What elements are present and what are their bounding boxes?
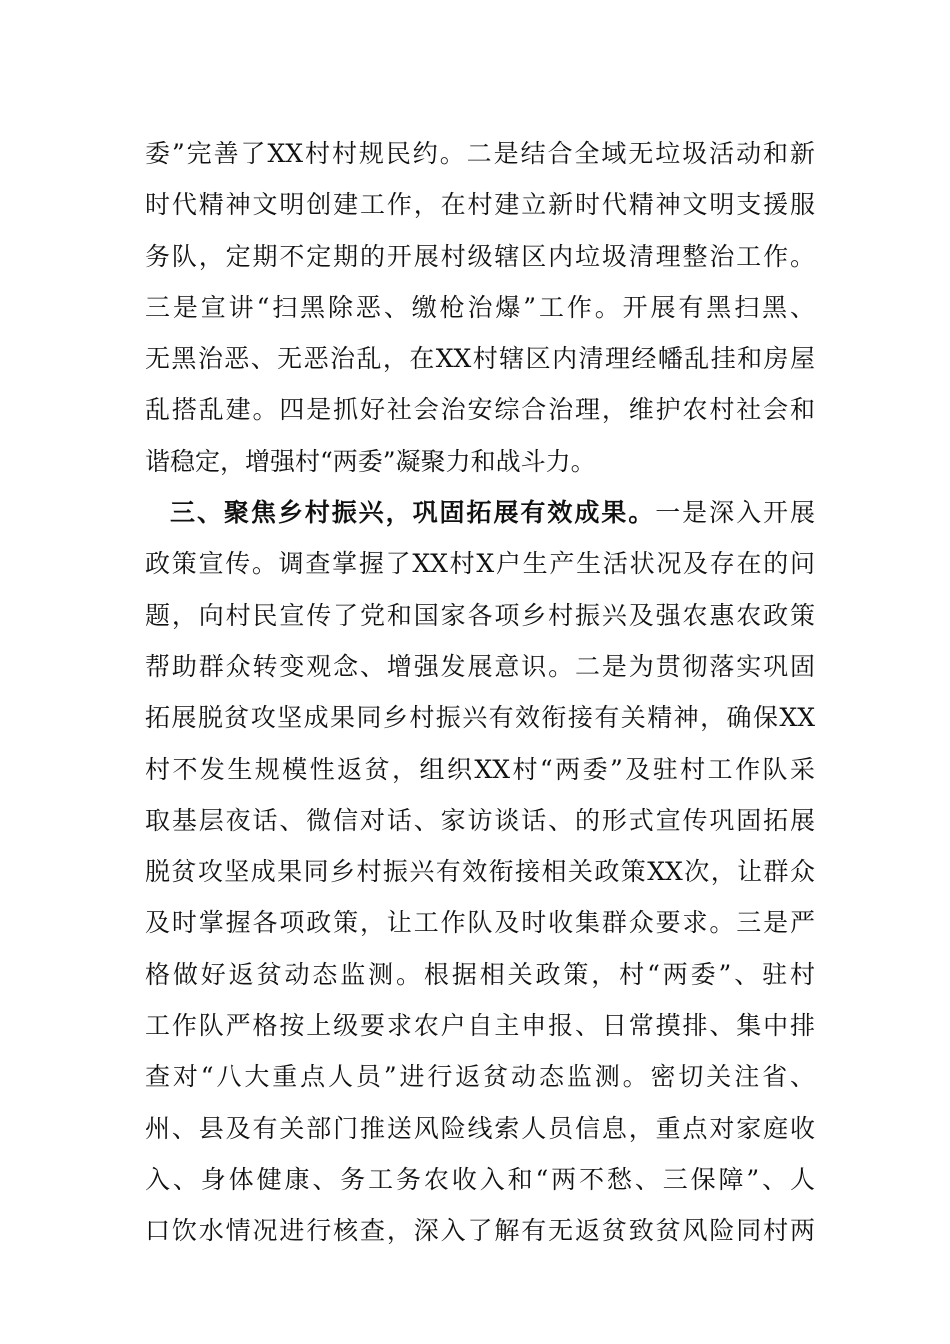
text-line: 取基层夜话、微信对话、家访谈话、的形式宣传巩固拓展 [145,805,815,835]
text-line: 无黑治恶、无恶治乱，在XX村辖区内清理经幡乱挂和房屋 [145,344,815,374]
text-line: 州、县及有关部门推送风险线索人员信息，重点对家庭收 [145,1113,815,1143]
section-heading: 三、聚焦乡村振兴，巩固拓展有效成果。 [170,498,656,528]
text-line: 乱搭乱建。四是抓好社会治安综合治理，维护农村社会和 [145,395,815,425]
paragraph-rural-revitalization [145,487,815,1256]
text-line: 村不发生规模性返贫，组织XX村“两委”及驻村工作队采 [145,754,815,784]
text-line: 政策宣传。调查掌握了XX村X户生产生活状况及存在的问 [145,549,815,579]
text-line: 帮助群众转变观念、增强发展意识。二是为贯彻落实巩固 [145,651,815,681]
text-line: 脱贫攻坚成果同乡村振兴有效衔接相关政策XX次，让群众 [145,857,815,887]
text-line: 题，向村民宣传了党和国家各项乡村振兴及强农惠农政策 [145,600,815,630]
text-line: 三是宣讲“扫黑除恶、缴枪治爆”工作。开展有黑扫黑、 [145,292,815,322]
text-line: 时代精神文明创建工作，在村建立新时代精神文明支援服 [145,190,815,220]
text-line: 工作队严格按上级要求农户自主申报、日常摸排、集中排 [145,1011,815,1041]
paragraph-village-governance [145,128,815,487]
section-first-line [145,487,815,538]
document-body [145,128,815,1257]
text-line: 入、身体健康、务工务农收入和“两不愁、三保障”、人 [145,1164,815,1194]
text-line: 查对“八大重点人员”进行返贫动态监测。密切关注省、 [145,1062,815,1092]
text-line: 谐稳定，增强村“两委”凝聚力和战斗力。 [145,446,596,476]
text-line: 委”完善了XX村村规民约。二是结合全域无垃圾活动和新 [145,139,815,168]
text-line: 口饮水情况进行核查，深入了解有无返贫致贫风险同村两 [145,1216,815,1246]
text-line: 及时掌握各项政策，让工作队及时收集群众要求。三是严 [145,908,815,938]
text-line: 格做好返贫动态监测。根据相关政策，村“两委”、驻村 [145,959,815,989]
text-line: 拓展脱贫攻坚成果同乡村振兴有效衔接有关精神，确保XX [145,703,815,733]
section-first-line-text: 一是深入开展 [655,498,815,528]
text-line: 务队，定期不定期的开展村级辖区内垃圾清理整治工作。 [145,241,815,271]
